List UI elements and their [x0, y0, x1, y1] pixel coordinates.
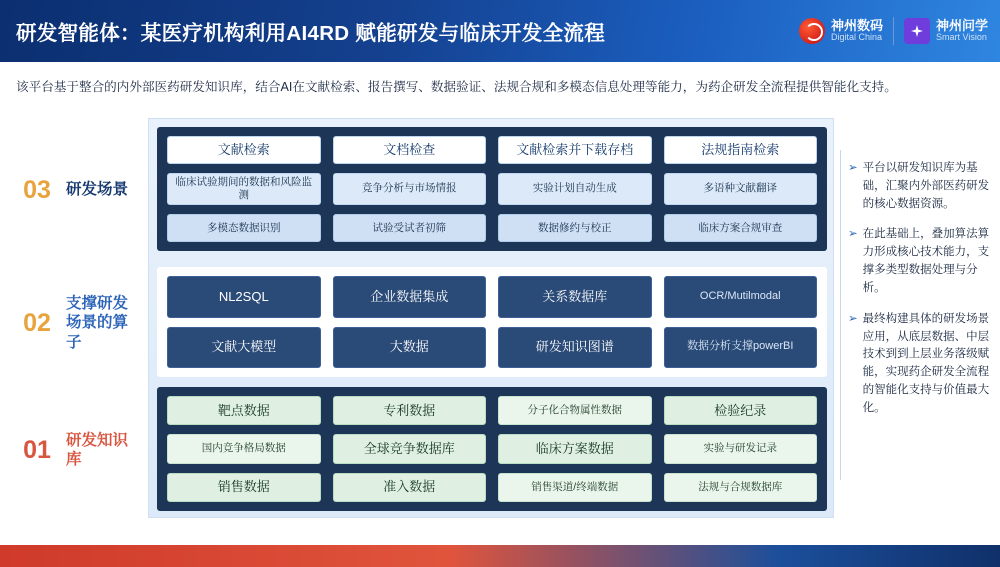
knowledge-item[interactable]: 国内竞争格局数据: [167, 434, 321, 463]
row-name: 支撑研发场景的算子: [66, 294, 129, 351]
brand-divider: [893, 17, 894, 45]
scenario-item[interactable]: 多语种文献翻译: [664, 173, 818, 205]
knowledge-item[interactable]: 专利数据: [333, 396, 487, 425]
scenario-item[interactable]: 数据修约与校正: [498, 214, 652, 242]
row-label-02: [18, 268, 144, 378]
knowledge-item[interactable]: 销售数据: [167, 473, 321, 502]
bullet-icon: ➢: [848, 312, 858, 325]
brand-name-cn: 神州问学: [935, 18, 988, 34]
knowledge-item[interactable]: 实验与研发记录: [664, 434, 818, 463]
brand-smart-vision: [904, 18, 988, 44]
band-operators: [157, 267, 827, 377]
scenario-item[interactable]: 文献检索: [167, 136, 321, 164]
smart-vision-logo-icon: [904, 18, 930, 44]
row-number: 03: [23, 175, 51, 204]
knowledge-item[interactable]: 靶点数据: [167, 396, 321, 425]
note-text: 在此基础上，叠加算法算力形成核心技术能力，支撑多类型数据处理与分析。: [862, 228, 990, 294]
digital-china-logo-icon: [799, 18, 825, 44]
note-item: [848, 311, 990, 418]
scenario-item[interactable]: 临床方案合规审查: [664, 214, 818, 242]
scenario-item[interactable]: 多模态数据识别: [167, 214, 321, 242]
knowledge-item[interactable]: 销售渠道/终端数据: [498, 473, 652, 502]
operator-item[interactable]: 大数据: [333, 327, 487, 369]
operator-item[interactable]: 企业数据集成: [333, 276, 487, 318]
row-name: 研发场景: [66, 181, 129, 199]
operator-item[interactable]: NL2SQL: [167, 276, 321, 318]
row-number: 01: [23, 435, 51, 464]
note-text: 最终构建具体的研发场景应用，从底层数据、中层技术到到上层业务落级赋能，实现药企研发全流程的智能化支持与价值最大化。: [862, 312, 990, 414]
scenario-item[interactable]: 竞争分析与市场情报: [333, 173, 487, 205]
bullet-icon: ➢: [848, 162, 858, 174]
band-scenarios: [157, 127, 827, 251]
knowledge-item[interactable]: 临床方案数据: [498, 434, 652, 463]
brand-digital-china: [799, 18, 883, 44]
row-label-01: [18, 388, 144, 512]
note-text: 平台以研发知识库为基础，汇聚内外部医药研发的核心数据资源。: [862, 162, 990, 210]
operator-item[interactable]: 关系数据库: [498, 276, 652, 318]
scenario-item[interactable]: 临床试验期间的数据和风险监测: [167, 173, 321, 205]
knowledge-item[interactable]: 准入数据: [333, 473, 487, 502]
footer-bar: [0, 545, 1000, 567]
page-subtitle: 该平台基于整合的内外部医药研发知识库，结合AI在文献检索、报告撰写、数据验证、法规合规和多模态信息处理等能力，为药企研发全流程提供智能化支持。: [16, 80, 897, 94]
bullet-icon: ➢: [848, 228, 858, 241]
note-item: [848, 160, 990, 213]
knowledge-item[interactable]: 检验纪录: [664, 396, 818, 425]
scenario-item[interactable]: 文献检索并下载存档: [498, 136, 652, 164]
page-title: 研发智能体：某医疗机构利用AI4RD 赋能研发与临床开发全流程: [16, 22, 606, 45]
diagram-canvas: [148, 118, 834, 518]
notes-panel: [848, 160, 990, 431]
row-name: 研发知识库: [66, 431, 129, 468]
operator-item[interactable]: 文献大模型: [167, 327, 321, 369]
knowledge-item[interactable]: 全球竞争数据库: [333, 434, 487, 463]
footer-spacer: [0, 527, 1000, 545]
scenario-item[interactable]: 实验计划自动生成: [498, 173, 652, 205]
knowledge-item[interactable]: 分子化合物属性数据: [498, 396, 652, 425]
notes-divider: [840, 150, 841, 480]
brand-name-cn: 神州数码: [830, 18, 883, 34]
knowledge-item[interactable]: 法规与合规数据库: [664, 473, 818, 502]
row-label-03: [18, 128, 144, 252]
operator-item[interactable]: OCR/Mutilmodal: [664, 276, 818, 318]
scenario-item[interactable]: 法规指南检索: [664, 136, 818, 164]
operator-item[interactable]: 数据分析支撑powerBI: [664, 327, 818, 369]
row-number: 02: [23, 308, 51, 337]
brand-name-en: Smart Vision: [935, 32, 987, 43]
scenario-item[interactable]: 试验受试者初筛: [333, 214, 487, 242]
brand-area: [799, 8, 988, 54]
scenario-item[interactable]: 文档检查: [333, 136, 487, 164]
band-knowledge-base: [157, 387, 827, 511]
operator-item[interactable]: 研发知识图谱: [498, 327, 652, 369]
brand-name-en: Digital China: [830, 32, 882, 43]
page-header: [0, 0, 1000, 62]
note-item: [848, 226, 990, 297]
